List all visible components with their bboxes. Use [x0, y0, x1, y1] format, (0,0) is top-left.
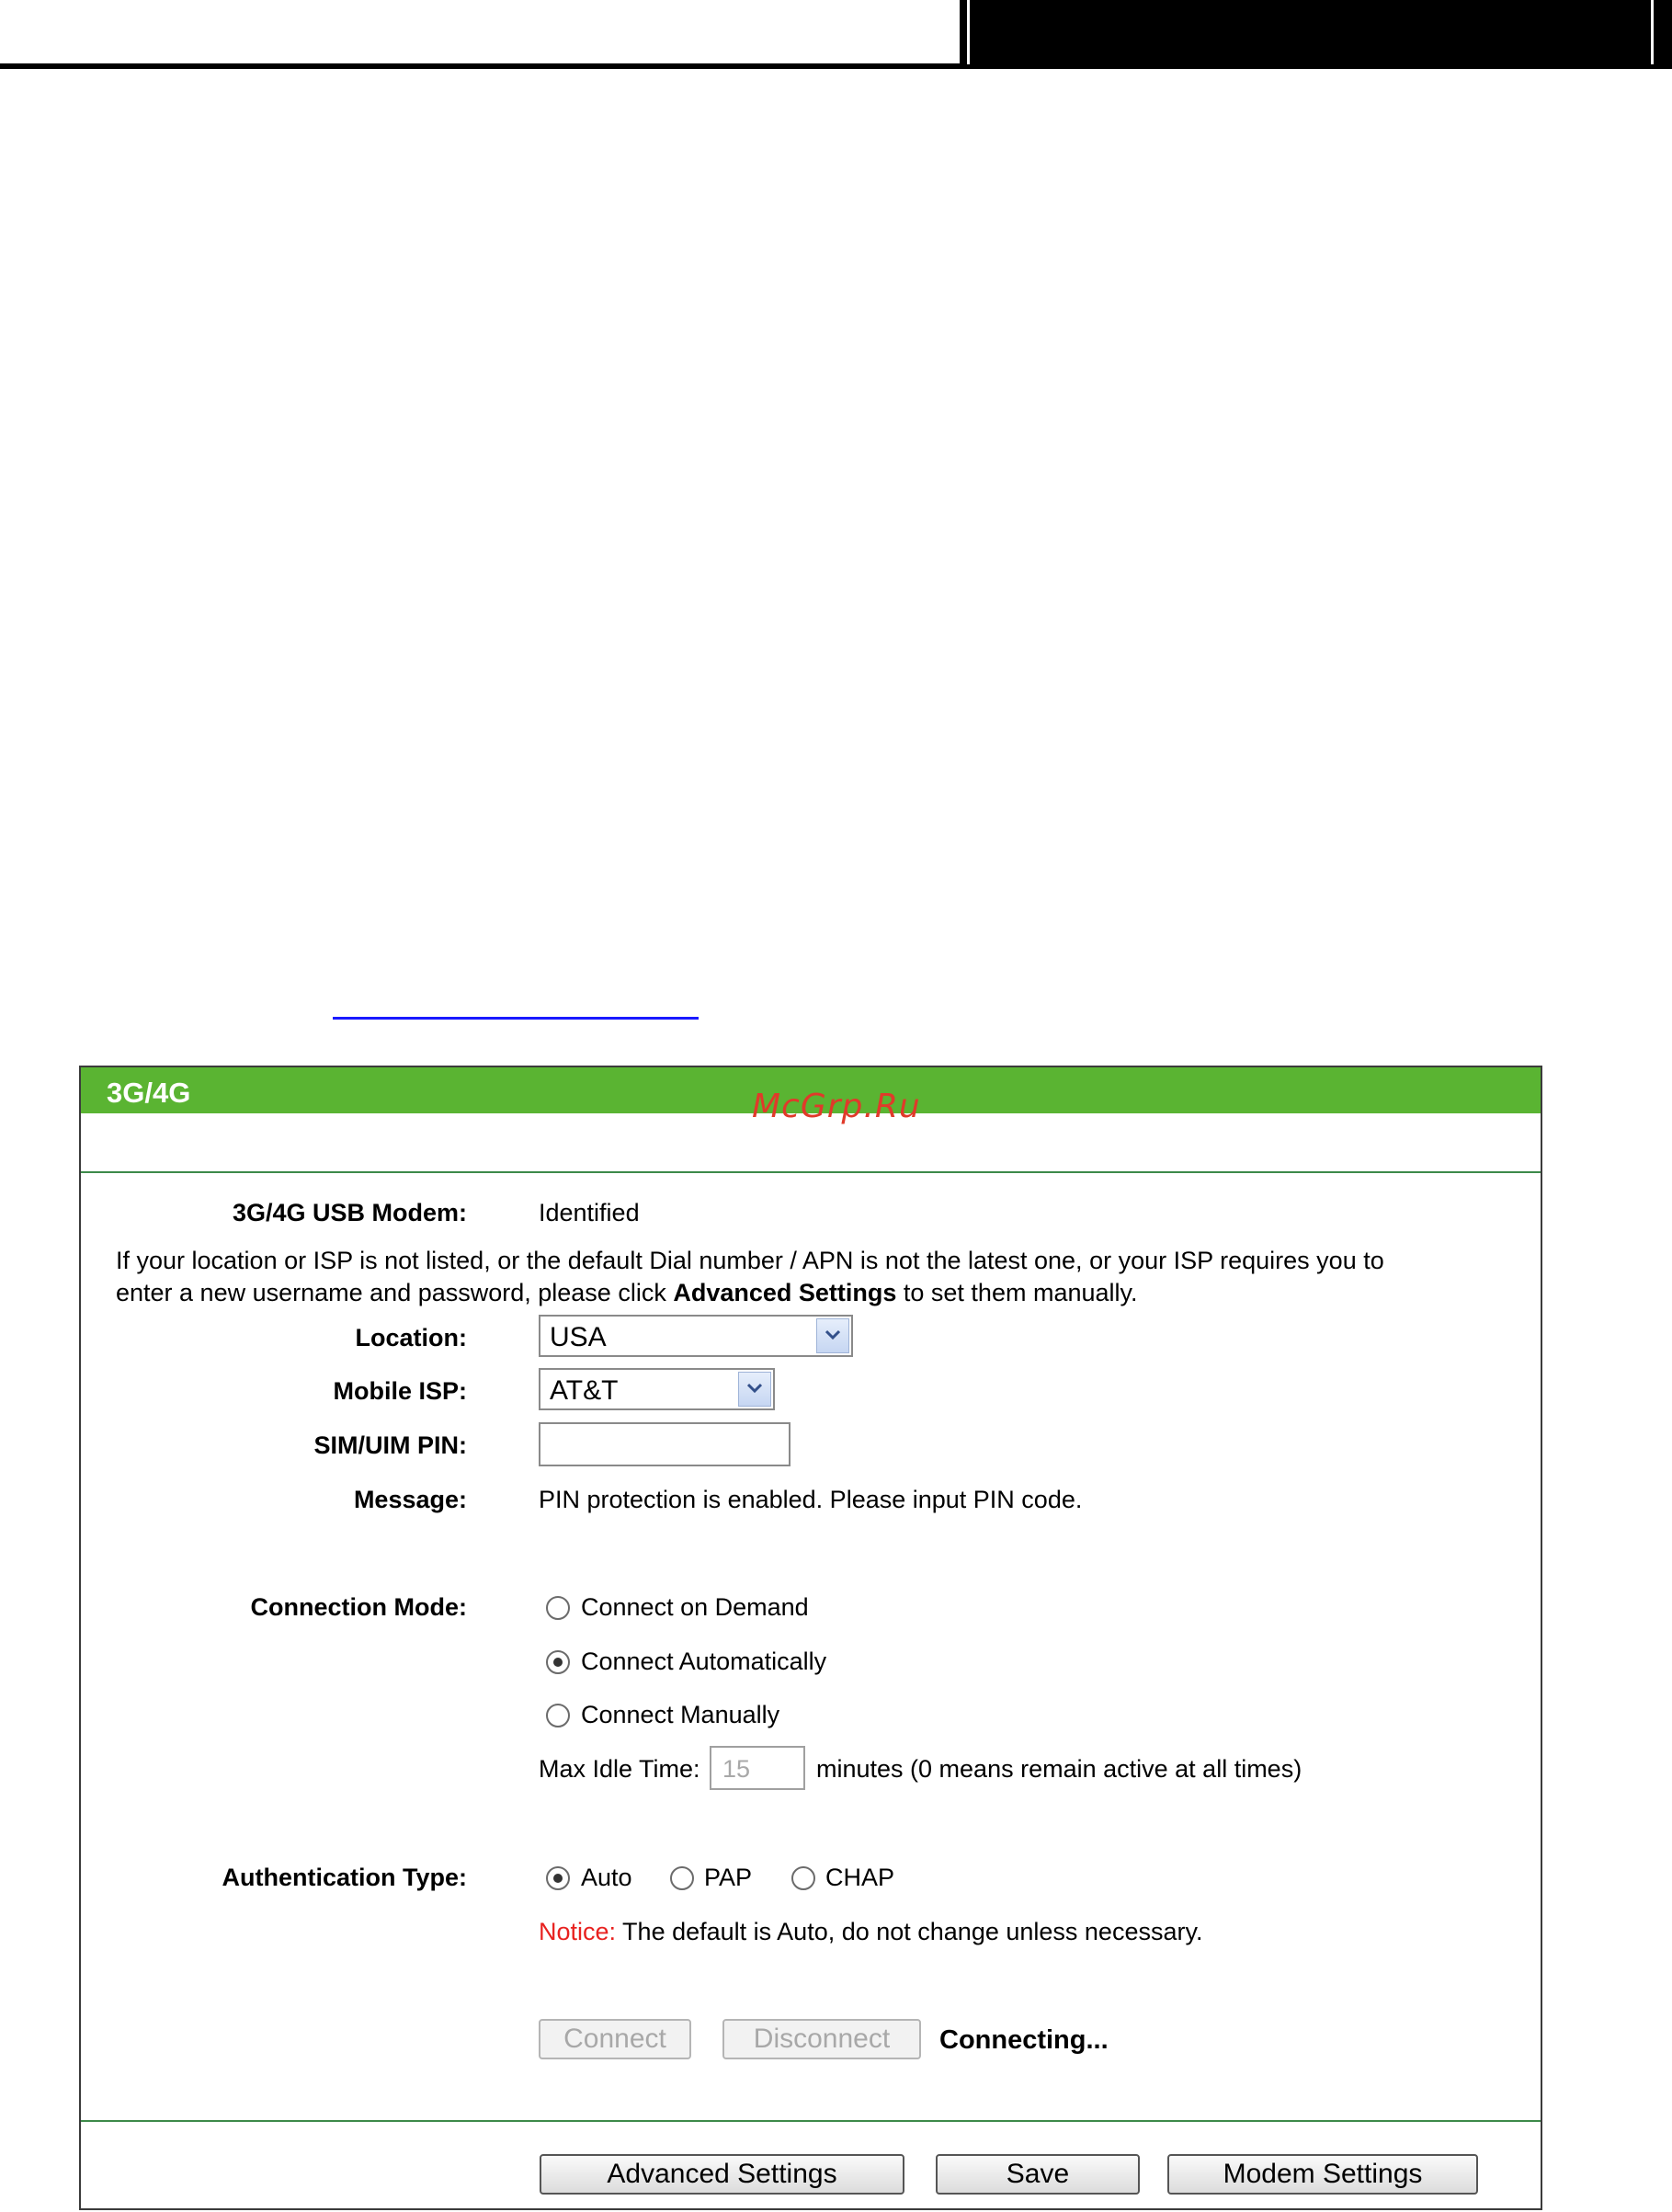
instructions-line-1: If your location or ISP is not listed, or the default Dial number / APN is not the latest one, or your ISP requires you to	[116, 1247, 1384, 1274]
option-connect-manually[interactable]: Connect Manually	[581, 1701, 780, 1728]
header-black-bar	[970, 0, 1651, 69]
isp-value: AT&T	[550, 1375, 619, 1406]
isp-select[interactable]	[539, 1368, 775, 1410]
max-idle-hint: minutes (0 means remain active at all times)	[816, 1755, 1302, 1783]
radio-connect-on-demand[interactable]	[546, 1596, 570, 1620]
instructions-text	[116, 1245, 1384, 1309]
pin-label: SIM/UIM PIN:	[313, 1431, 467, 1459]
auth-notice	[539, 1918, 1202, 1946]
radio-connect-automatically[interactable]	[546, 1650, 570, 1674]
header-rule	[0, 63, 965, 69]
max-idle-input[interactable]: 15	[710, 1746, 805, 1790]
location-select[interactable]	[539, 1315, 853, 1357]
modem-label: 3G/4G USB Modem:	[232, 1199, 467, 1226]
save-button[interactable]: Save	[936, 2154, 1140, 2195]
bottom-separator	[81, 2120, 1541, 2122]
pin-input[interactable]	[539, 1422, 791, 1466]
radio-auth-chap[interactable]	[791, 1866, 815, 1890]
auth-type-label: Authentication Type:	[222, 1864, 467, 1891]
radio-connect-manually[interactable]	[546, 1704, 570, 1727]
advanced-settings-ref: Advanced Settings	[673, 1279, 897, 1306]
chevron-down-icon[interactable]	[816, 1318, 849, 1353]
instructions-line-2: enter a new username and password, please click Advanced Settings to set them manually.	[116, 1279, 1138, 1306]
option-connect-automatically[interactable]: Connect Automatically	[581, 1648, 827, 1675]
message-label: Message:	[353, 1486, 467, 1513]
modem-settings-button[interactable]: Modem Settings	[1167, 2154, 1478, 2195]
chevron-down-icon[interactable]	[738, 1372, 771, 1407]
notice-text: The default is Auto, do not change unless necessary.	[616, 1918, 1203, 1945]
settings-panel	[79, 1066, 1542, 2210]
option-auth-chap[interactable]: CHAP	[825, 1864, 895, 1891]
option-connect-on-demand[interactable]: Connect on Demand	[581, 1593, 809, 1621]
max-idle-label: Max Idle Time:	[539, 1755, 700, 1783]
notice-label: Notice:	[539, 1918, 617, 1945]
header-divider-right	[1651, 0, 1654, 64]
location-label: Location:	[355, 1324, 467, 1351]
top-separator	[81, 1171, 1541, 1173]
modem-status: Identified	[539, 1199, 640, 1226]
connection-status: Connecting...	[939, 2025, 1109, 2055]
radio-auth-pap[interactable]	[670, 1866, 694, 1890]
option-auth-auto[interactable]: Auto	[581, 1864, 632, 1891]
disconnect-button[interactable]: Disconnect	[722, 2019, 921, 2059]
message-text: PIN protection is enabled. Please input PIN code.	[539, 1486, 1083, 1513]
connect-button[interactable]: Connect	[539, 2019, 691, 2059]
isp-label: Mobile ISP:	[333, 1377, 467, 1405]
option-auth-pap[interactable]: PAP	[704, 1864, 753, 1891]
location-value: USA	[550, 1322, 607, 1352]
watermark: McGrp.Ru	[752, 1088, 921, 1125]
advanced-settings-button[interactable]: Advanced Settings	[540, 2154, 904, 2195]
hyperlink-underline[interactable]	[333, 1017, 699, 1020]
connection-mode-label: Connection Mode:	[250, 1593, 467, 1621]
panel-title: 3G/4G	[107, 1077, 191, 1109]
radio-auth-auto[interactable]	[546, 1866, 570, 1890]
